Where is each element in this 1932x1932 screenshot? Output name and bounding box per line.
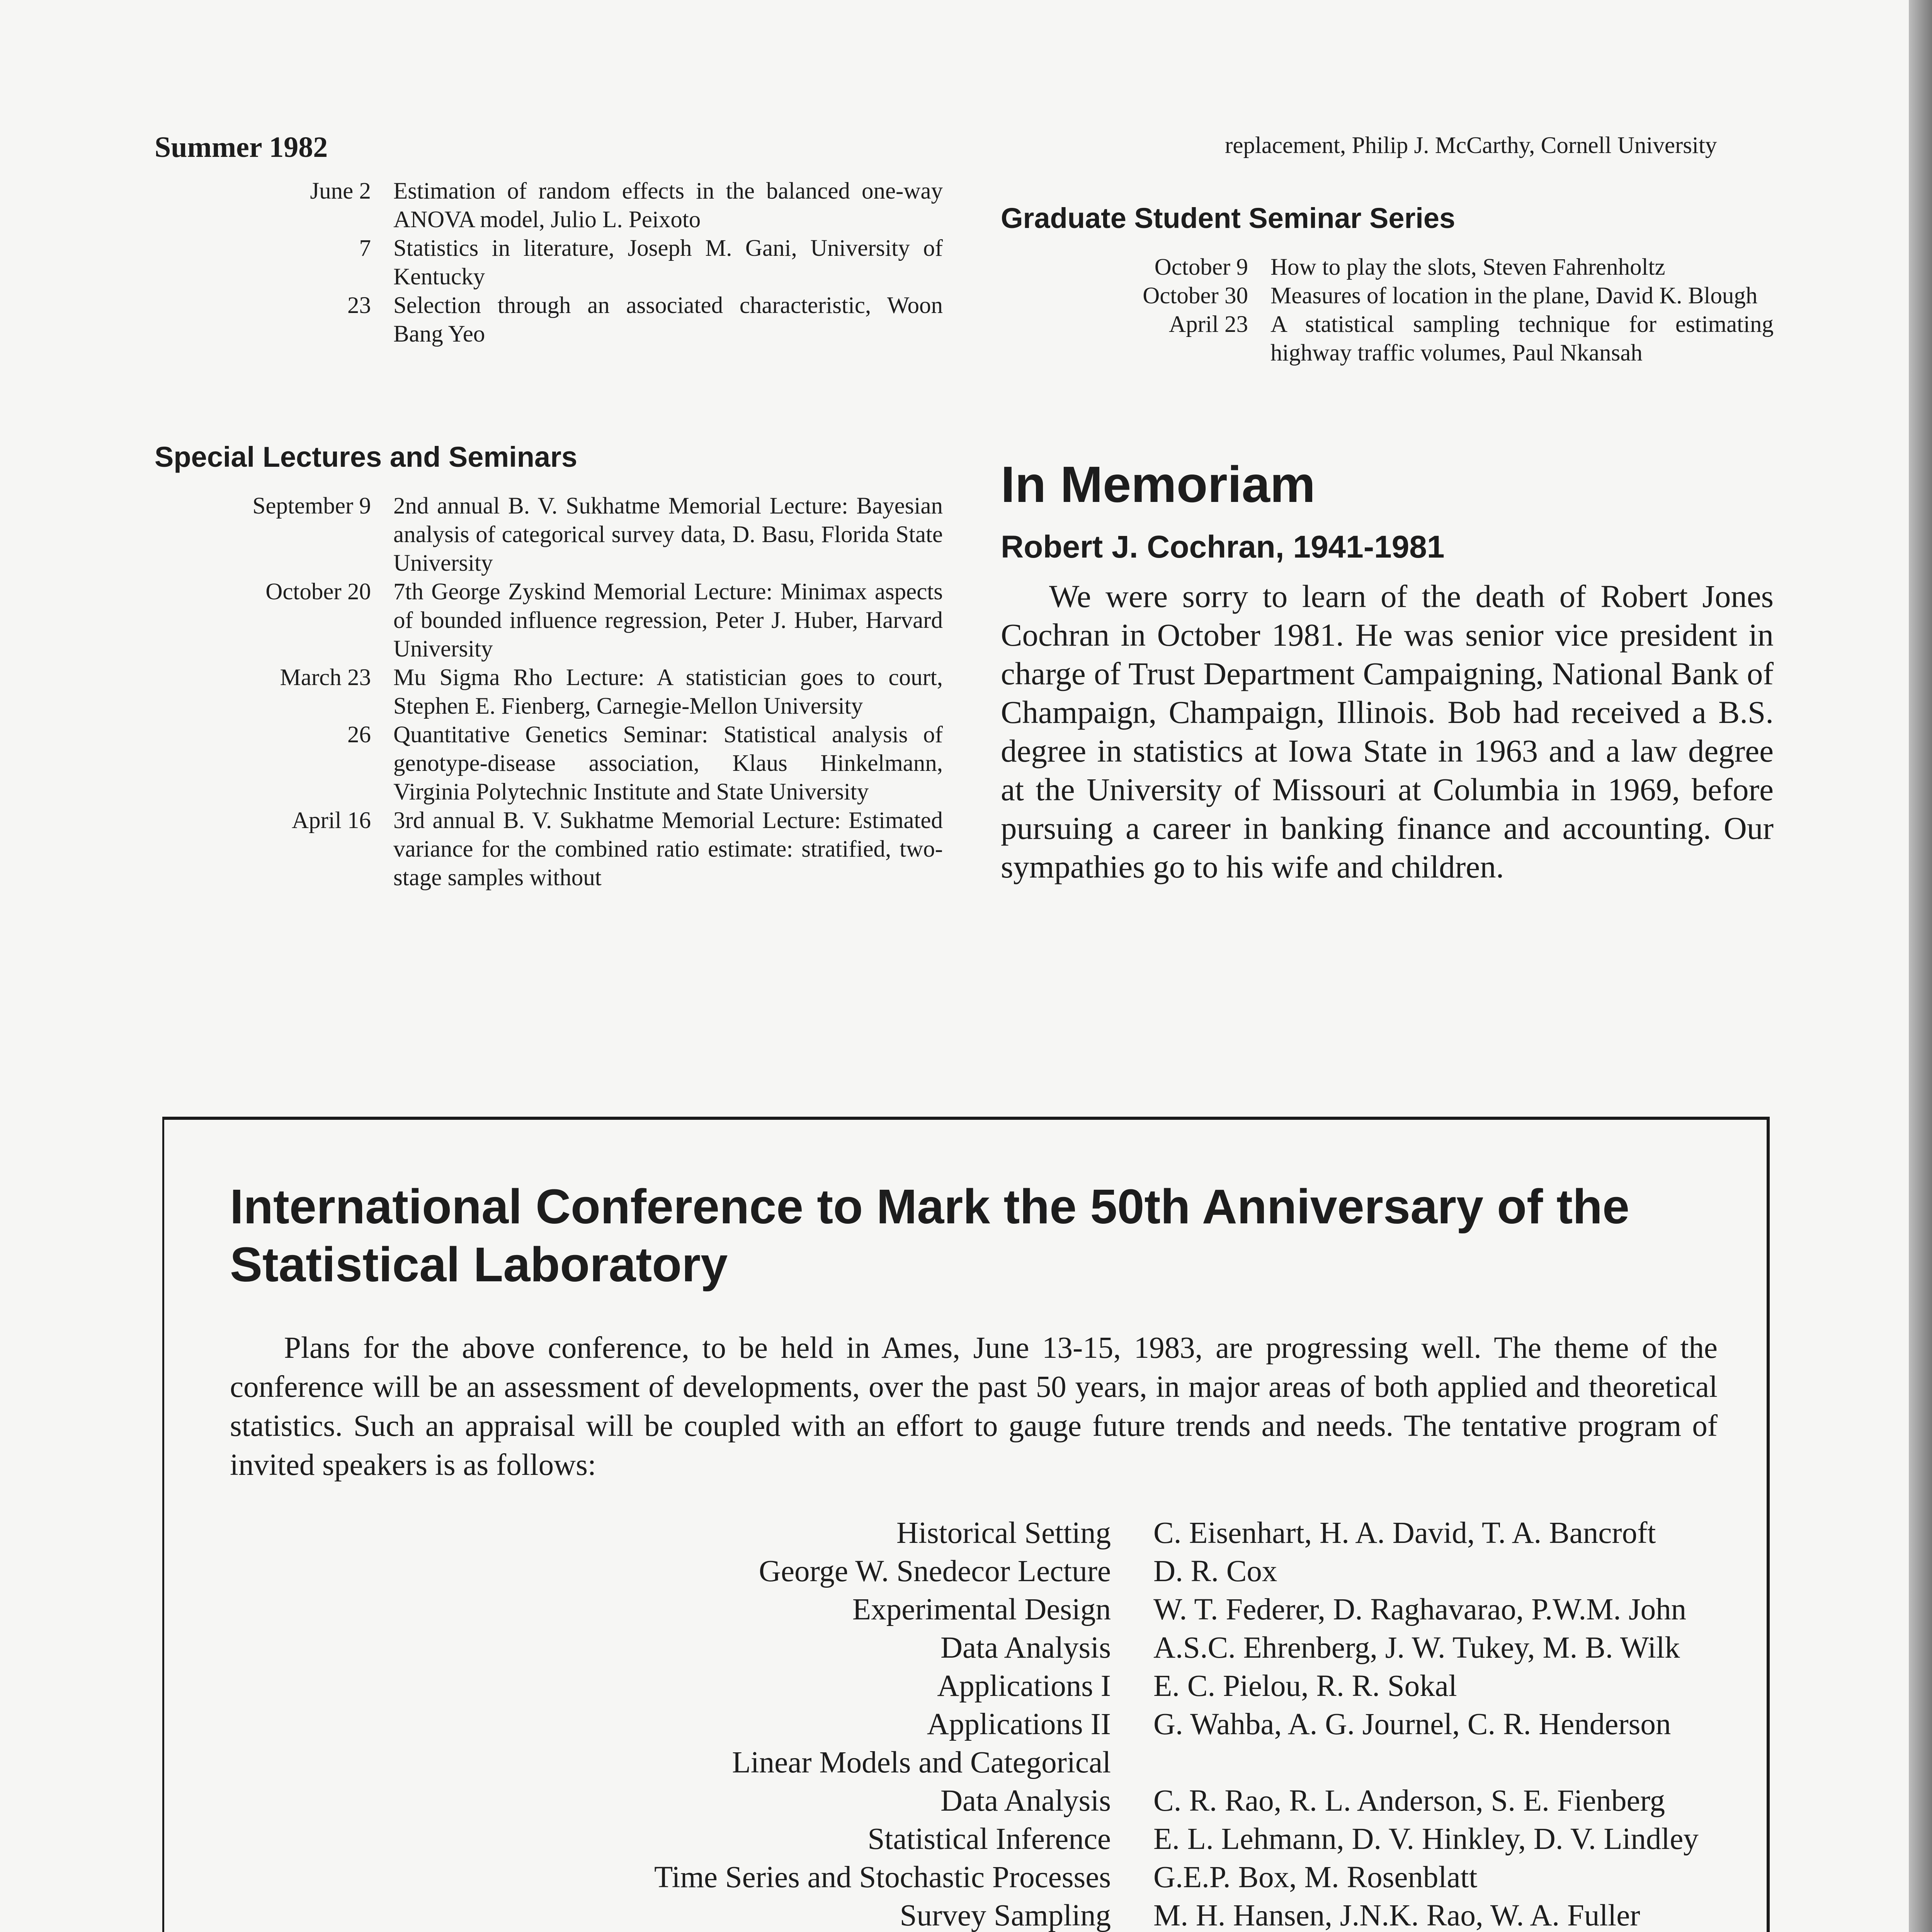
- lecture-title: Mu Sigma Rho Lecture: A statistician goes to court, Stephen E. Fienberg, Carnegie-Mellon University: [393, 664, 943, 719]
- program-speakers: [1111, 1743, 1718, 1782]
- program-topic: Applications II: [927, 1708, 1111, 1741]
- program-topic: Experimental Design: [852, 1593, 1111, 1626]
- seminar-title: Estimation of random effects in the balanced one-way ANOVA model, Julio L. Peixoto: [393, 178, 943, 233]
- program-row: [230, 1667, 1718, 1705]
- lecture-entry: [155, 578, 943, 663]
- left-column: [155, 131, 943, 892]
- lecture-entry: [155, 492, 943, 578]
- seminar-entry: [155, 291, 943, 349]
- program-speakers: E. C. Pielou, R. R. Sokal: [1153, 1669, 1457, 1703]
- conference-title: International Conference to Mark the 50th Anniversary of the Statistical Laboratory: [230, 1179, 1630, 1292]
- program-row: [230, 1858, 1718, 1896]
- lecture-date: 26: [347, 721, 371, 748]
- lecture-continuation: replacement, Philip J. McCarthy, Cornell University: [1225, 133, 1717, 158]
- program-speakers: W. T. Federer, D. Raghavarao, P.W.M. John: [1153, 1593, 1687, 1626]
- program-speakers: G. Wahba, A. G. Journel, C. R. Henderson: [1153, 1708, 1671, 1741]
- program-topic: Statistical Inference: [867, 1822, 1111, 1856]
- program-row: [230, 1552, 1718, 1590]
- seminar-date: April 23: [1168, 311, 1248, 338]
- graduate-seminar-list: [1001, 253, 1774, 367]
- program-speakers: E. L. Lehmann, D. V. Hinkley, D. V. Lindley: [1153, 1822, 1699, 1856]
- program-topic: George W. Snedecor Lecture: [759, 1554, 1111, 1588]
- program-topic: Data Analysis: [940, 1784, 1111, 1818]
- summer-heading: Summer 1982: [155, 131, 328, 163]
- lecture-title: Quantitative Genetics Seminar: Statistical analysis of genotype-disease association, Klaus Hinkelmann, Virginia Polytechnic Institute and State University: [393, 721, 943, 805]
- seminar-entry: [1001, 253, 1774, 282]
- memoriam-heading: In Memoriam: [1001, 456, 1316, 513]
- program-topic: Linear Models and Categorical: [732, 1746, 1111, 1779]
- lecture-date: October 20: [265, 578, 371, 605]
- lecture-entry: [155, 806, 943, 892]
- summer-seminar-list: [155, 177, 943, 349]
- seminar-title: Statistics in literature, Joseph M. Gani, University of Kentucky: [393, 235, 943, 290]
- program-topic: Data Analysis: [940, 1631, 1111, 1665]
- program-row: [230, 1820, 1718, 1858]
- memoriam-body: We were sorry to learn of the death of Robert Jones Cochran in October 1981. He was senior vice president in charge of Trust Department Campaigning, National Bank of Champaign, Champaign, Illinois. Bob had received a B.S. degree in statistics at Iowa State in 1963 and a law degree at the University of Missouri at Columbia in 1969, before pursuing a career in banking finance and accounting. Our sympathies go to his wife and children.: [1001, 578, 1774, 884]
- conference-announcement-box: [162, 1117, 1770, 1932]
- seminar-entry: [155, 177, 943, 234]
- lecture-title: 2nd annual B. V. Sukhatme Memorial Lecture: Bayesian analysis of categorical survey data, D. Basu, Florida State University: [393, 493, 943, 576]
- lecture-title: 3rd annual B. V. Sukhatme Memorial Lecture: Estimated variance for the combined ratio estimate: stratified, two-stage samples without: [393, 807, 943, 891]
- lecture-date: September 9: [252, 493, 371, 519]
- seminar-date: June 2: [310, 178, 371, 204]
- seminar-date: 23: [347, 292, 371, 318]
- program-topic: Applications I: [937, 1669, 1111, 1703]
- program-row: [230, 1782, 1718, 1820]
- conference-intro: Plans for the above conference, to be held in Ames, June 13-15, 1983, are progressing well. The theme of the conference will be an assessment of developments, over the past 50 years, in major areas of both applied and theoretical statistics. Such an appraisal will be coupled with an effort to gauge future trends and needs. The tentative program of invited speakers is as follows:: [230, 1331, 1718, 1482]
- program-row: [230, 1896, 1718, 1932]
- special-lectures-heading: Special Lectures and Seminars: [155, 440, 578, 473]
- program-speakers: A.S.C. Ehrenberg, J. W. Tukey, M. B. Wilk: [1153, 1631, 1680, 1665]
- seminar-title: How to play the slots, Steven Fahrenholtz: [1270, 254, 1665, 281]
- program-speakers: G.E.P. Box, M. Rosenblatt: [1153, 1861, 1478, 1894]
- conference-program: [230, 1514, 1718, 1932]
- seminar-date: October 30: [1143, 283, 1248, 309]
- lecture-title: 7th George Zyskind Memorial Lecture: Minimax aspects of bounded influence regression, Peter J. Huber, Harvard University: [393, 578, 943, 662]
- seminar-title: A statistical sampling technique for estimating highway traffic volumes, Paul Nkansah: [1270, 311, 1774, 366]
- program-speakers: D. R. Cox: [1153, 1554, 1277, 1588]
- program-topic: Historical Setting: [896, 1516, 1111, 1550]
- seminar-title: Measures of location in the plane, David K. Blough: [1270, 283, 1758, 309]
- program-topic: Survey Sampling: [900, 1899, 1111, 1932]
- book-spine-shadow: [1909, 0, 1932, 1932]
- program-speakers: M. H. Hansen, J.N.K. Rao, W. A. Fuller: [1153, 1899, 1640, 1932]
- right-column: [1001, 131, 1774, 886]
- lecture-date: March 23: [280, 664, 371, 690]
- seminar-entry: [155, 234, 943, 291]
- program-row: [230, 1629, 1718, 1667]
- seminar-date: 7: [359, 235, 371, 261]
- seminar-entry: [1001, 310, 1774, 367]
- special-lectures-list: [155, 492, 943, 892]
- seminar-date: October 9: [1154, 254, 1248, 281]
- graduate-seminar-heading: Graduate Student Seminar Series: [1001, 202, 1456, 234]
- lecture-entry: [155, 663, 943, 721]
- program-row: [230, 1743, 1718, 1782]
- program-row: [230, 1590, 1718, 1629]
- program-row: [230, 1514, 1718, 1552]
- lecture-entry: [155, 721, 943, 806]
- program-row: [230, 1705, 1718, 1743]
- lecture-date: April 16: [291, 807, 371, 833]
- program-speakers: C. R. Rao, R. L. Anderson, S. E. Fienberg: [1153, 1784, 1665, 1818]
- program-speakers: C. Eisenhart, H. A. David, T. A. Bancroft: [1153, 1516, 1656, 1550]
- program-topic: Time Series and Stochastic Processes: [654, 1861, 1111, 1894]
- memoriam-subheading: Robert J. Cochran, 1941-1981: [1001, 529, 1445, 565]
- seminar-title: Selection through an associated characteristic, Woon Bang Yeo: [393, 292, 943, 347]
- seminar-entry: [1001, 282, 1774, 310]
